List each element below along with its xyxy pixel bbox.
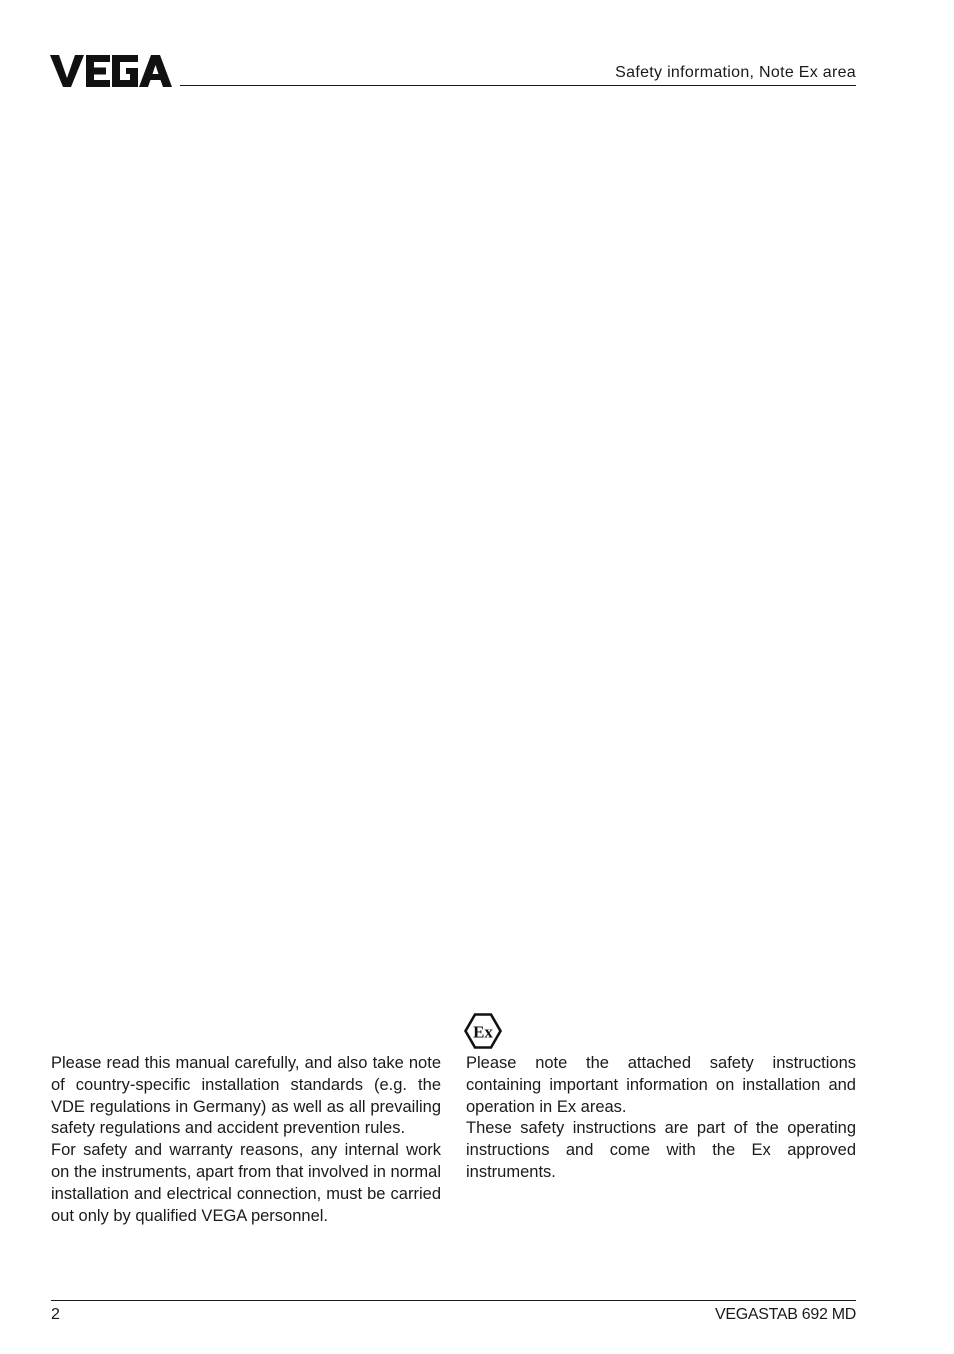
safety-paragraph-1: Please read this manual carefully, and also take note of country-specific installation standards (e.g. the VDE regulations in Germany) as well as all prevailing safety regulations and accident prevention rules. bbox=[51, 1054, 441, 1138]
safety-text-column bbox=[51, 1053, 441, 1227]
ex-hazardous-area-icon bbox=[464, 1013, 502, 1049]
footer-rule bbox=[51, 1300, 856, 1301]
ex-note-paragraph-1: Please note the attached safety instructions containing important information on installation and operation in Ex areas. bbox=[466, 1054, 856, 1116]
ex-note-column bbox=[466, 1053, 856, 1184]
ex-icon-label: Ex bbox=[473, 1022, 493, 1042]
product-name: VEGASTAB 692 MD bbox=[714, 1306, 856, 1323]
header-rule bbox=[180, 85, 856, 86]
ex-note-paragraph-2: These safety instructions are part of the operating instructions and come with the Ex approved instruments. bbox=[466, 1119, 856, 1181]
header-title: Safety information, Note Ex area bbox=[615, 64, 856, 81]
page-number: 2 bbox=[51, 1306, 60, 1323]
vega-logo bbox=[50, 54, 172, 88]
safety-paragraph-2: For safety and warranty reasons, any internal work on the instruments, apart from that involved in normal installation and electrical connection, must be carried out only by qualified VEGA personnel. bbox=[51, 1141, 441, 1225]
